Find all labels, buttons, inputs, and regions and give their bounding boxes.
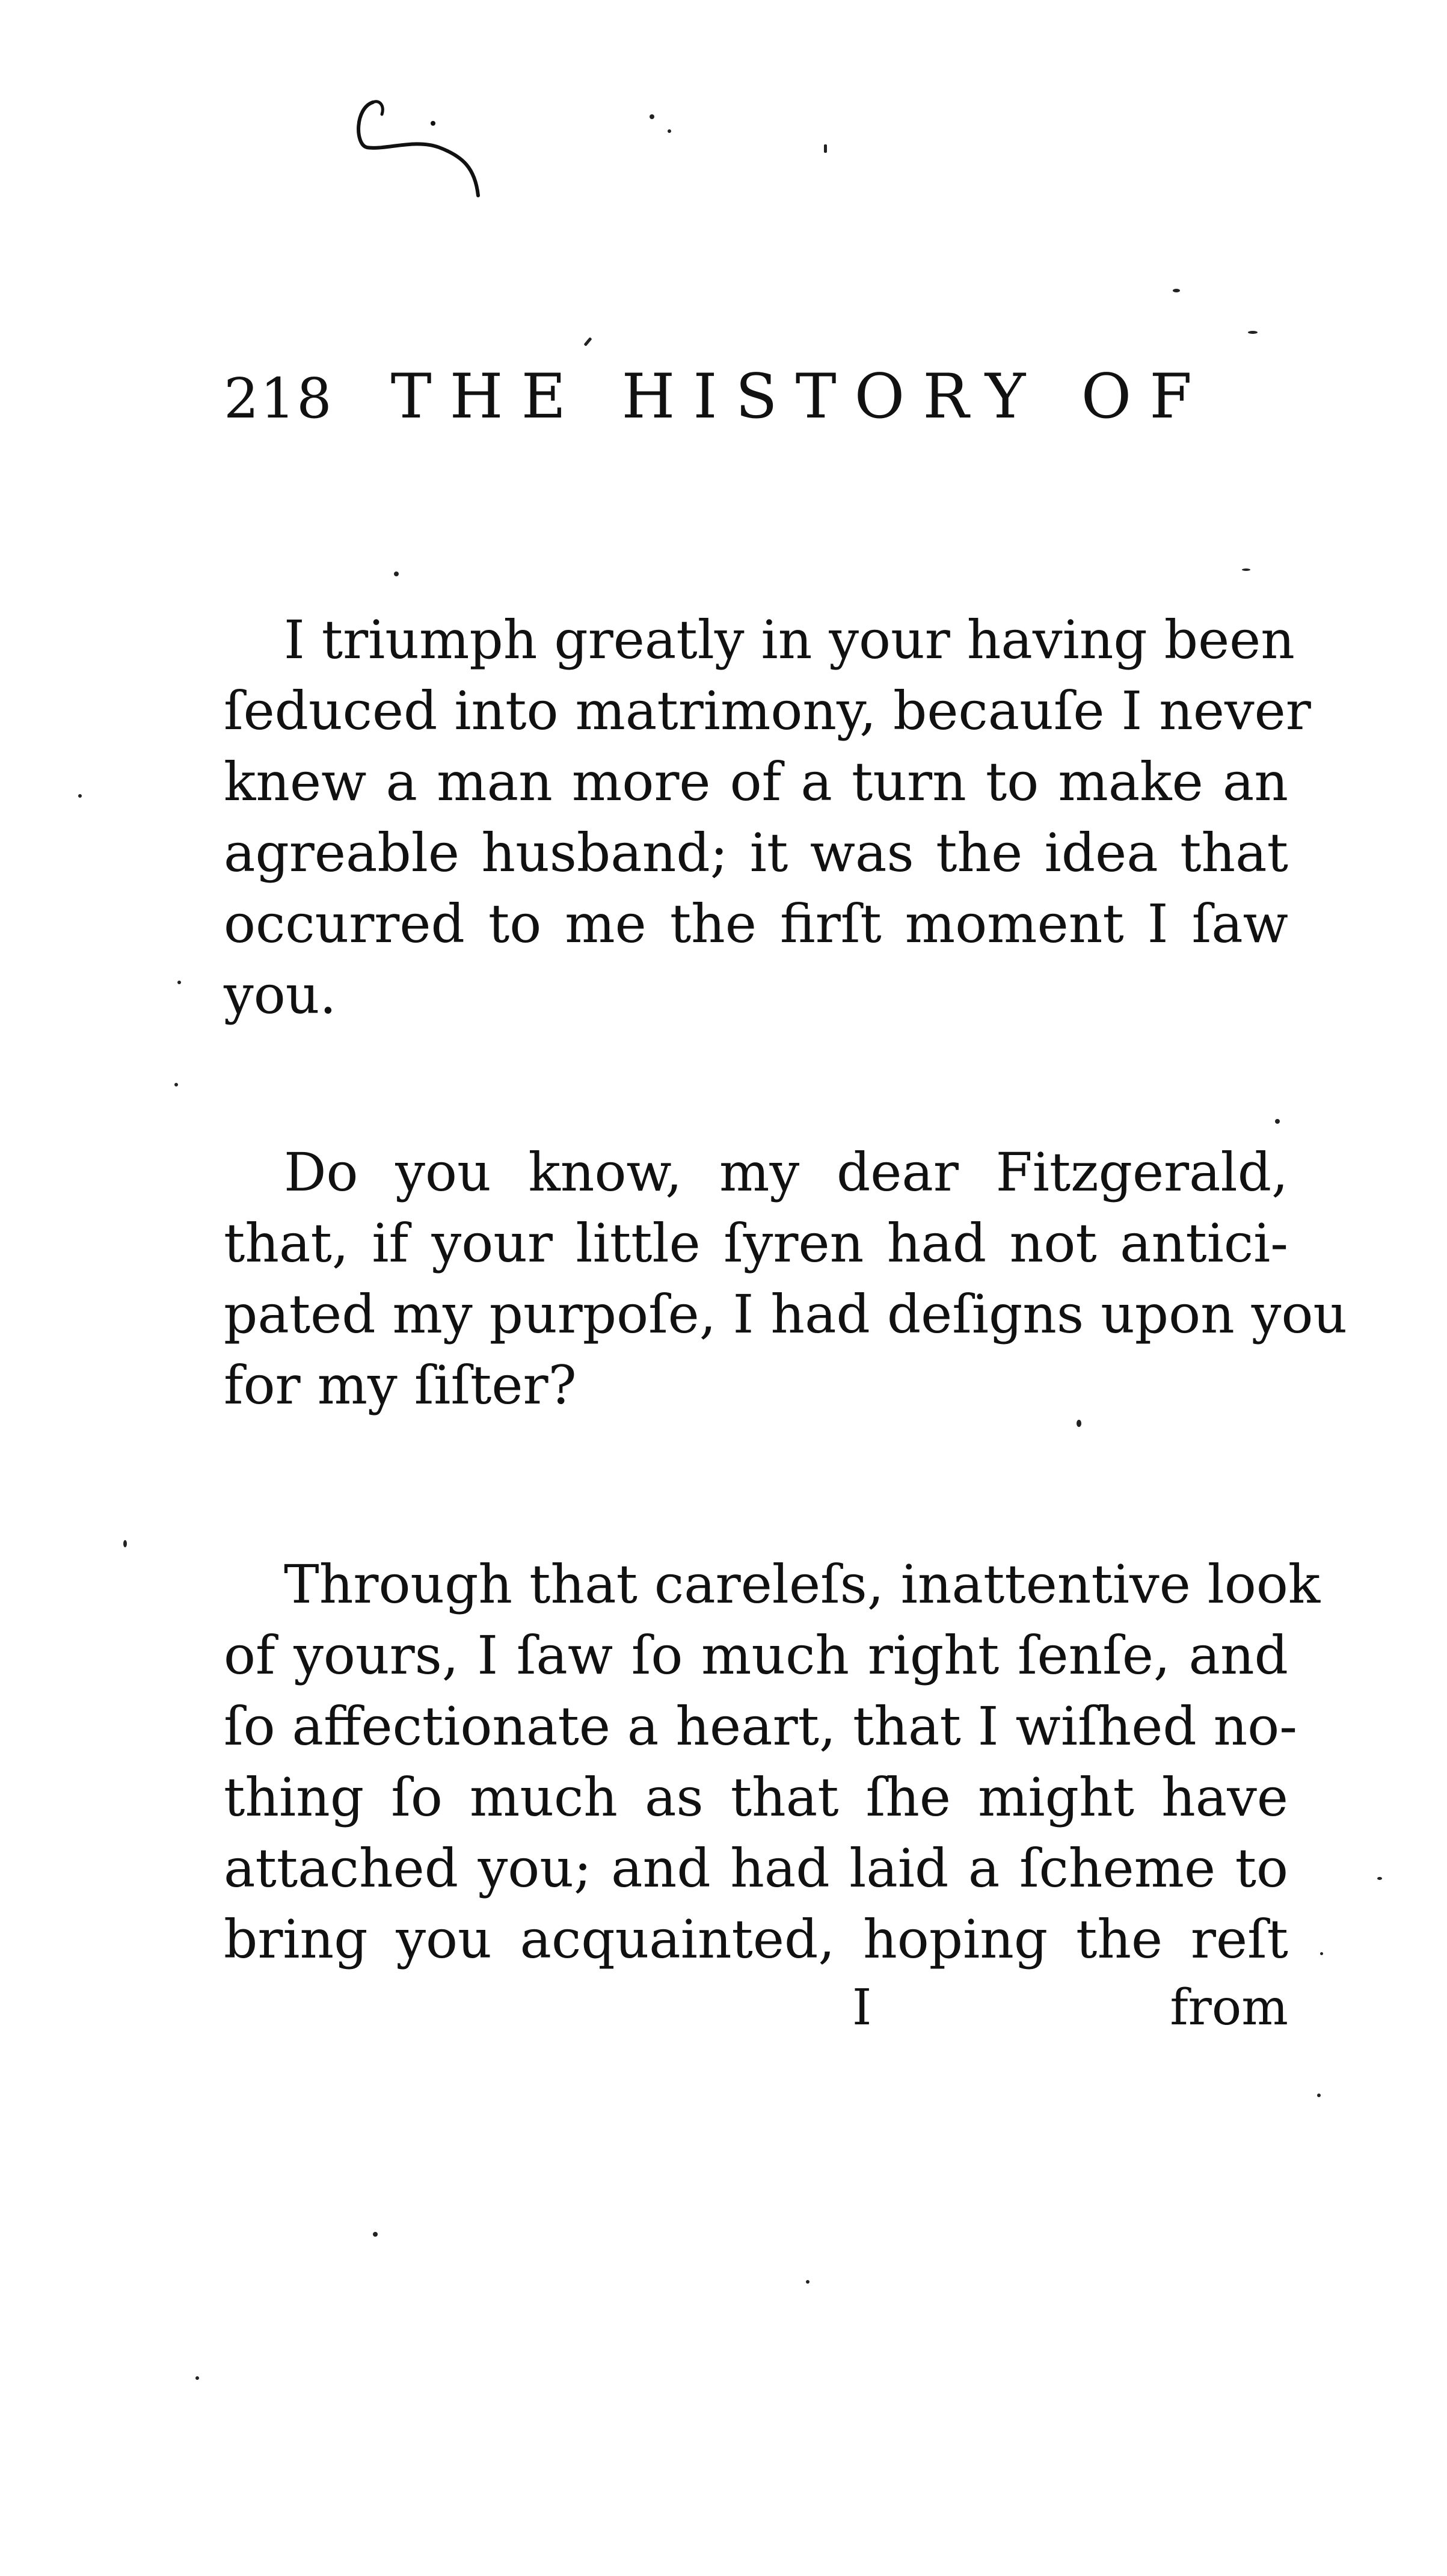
scan-speck <box>177 981 181 984</box>
scan-speck <box>1248 331 1258 334</box>
catchword: from <box>1170 1979 1288 2036</box>
signature-mark: I <box>852 1979 872 2036</box>
scan-speck <box>1320 1952 1323 1955</box>
text-line: pated my purpoſe, I had deſigns upon you <box>224 1283 1348 1345</box>
text-line: that, if your little ſyren had not antici- <box>224 1212 1288 1274</box>
paragraph <box>224 1137 1348 1421</box>
running-head-title: THE HISTORY OF <box>390 361 1211 433</box>
text-line: I triumph greatly in your having been <box>284 609 1295 671</box>
text-line: attached you; and had laid a ſcheme to <box>224 1837 1288 1899</box>
paragraph <box>224 605 1311 1031</box>
paragraph <box>224 1549 1321 1975</box>
scan-speck <box>650 114 654 119</box>
text-line: ſo affectionate a heart, that I wiſhed no- <box>224 1695 1298 1757</box>
scan-speck <box>123 1540 127 1547</box>
handwritten-scribble <box>349 90 505 205</box>
scan-speck <box>1377 1877 1382 1880</box>
text-line: thing ſo much as that ſhe might have <box>224 1766 1288 1828</box>
page-footer <box>224 1979 1288 2050</box>
text-line: occurred to me the firſt moment I ſaw <box>224 893 1288 955</box>
text-line: bring you acquainted, hoping the reſt <box>224 1908 1288 1970</box>
text-line: ſeduced into matrimony, becauſe I never <box>224 680 1311 742</box>
text-line: for my ſiſter? <box>224 1354 577 1416</box>
text-line: Do you know, my dear Fitzgerald, <box>284 1141 1288 1203</box>
text-line: agreable husband; it was the idea that <box>224 822 1288 884</box>
scan-speck <box>1317 2094 1321 2097</box>
scan-speck <box>1275 1119 1280 1124</box>
scan-speck <box>583 337 592 346</box>
scan-speck <box>1242 569 1250 571</box>
scan-speck <box>174 1083 178 1086</box>
text-line: Through that careleſs, inattentive look <box>284 1553 1321 1615</box>
text-line: knew a man more of a turn to make an <box>224 751 1288 813</box>
scan-speck <box>1173 289 1180 292</box>
scan-speck <box>195 2376 199 2380</box>
page-number: 218 <box>224 366 333 431</box>
text-line: you. <box>224 964 337 1026</box>
running-head <box>224 361 1210 445</box>
scan-speck <box>668 129 671 133</box>
scan-speck <box>373 2232 378 2237</box>
scan-speck <box>78 794 82 798</box>
text-line: of yours, I ſaw ſo much right ſenſe, and <box>224 1624 1288 1686</box>
scan-speck <box>824 144 827 153</box>
scan-speck <box>806 2280 810 2284</box>
scan-speck <box>394 572 399 576</box>
